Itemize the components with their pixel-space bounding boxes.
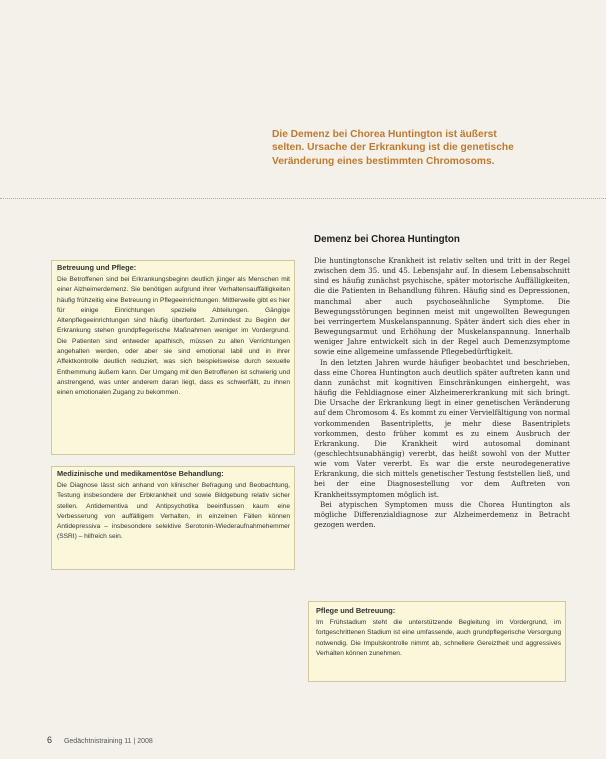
page-number: 6 bbox=[47, 735, 53, 745]
care-box-text: Die Betroffenen sind bei Erkrankungsbeginn deutlich jünger als Menschen mit einer Alzheimerdemenz. Sie benötigen aufgrund ihrer Verhaltensauffälligkeiten häufig frühzeitig eine Betreuung in Pflegeeinrichtungen. Mittlerweile gibt es hier für einige Einrichtungen spezielle Abteilungen. Gängige Altenpflegeeinrichtungen sind häufig überfordert. Zumindest zu Beginn der Erkrankung stehen grundpflegerische Maßnahmen weniger im Vordergrund. Die Patienten sind entweder apathisch, müssen zu allen Verrichtungen angehalten werden, oder aber sie sind emotional labil und in ihrer Affektkontrolle deutlich reduziert, was sich beispielsweise durch sexuelle Enthemmung äußern kann. Der Umgang mit den Betroffenen ist schwierig und anstrengend, was unter anderem daran liegt, dass es schwerfällt, zu ihnen einen emotionalen Zugang zu bekommen. bbox=[57, 276, 290, 397]
intro-line: Die Demenz bei Chorea Huntington ist äußerst bbox=[272, 129, 497, 140]
article-title: Demenz bei Chorea Huntington bbox=[314, 234, 460, 245]
care-box-heading: Betreuung und Pflege: bbox=[57, 263, 137, 272]
intro-highlight bbox=[272, 128, 572, 168]
intro-line: selten. Ursache der Erkrankung ist die genetische bbox=[272, 142, 514, 154]
care-box-2-text: Im Frühstadium steht die unterstützende Begleitung im Vordergrund, im fortgeschrittenen Stadium ist eine umfassende, auch grundpflegerische Versorgung notwendig. Die Impulskontrolle nimmt ab, schnellere Gereiztheit und aggressives Verhalten können zunehmen. bbox=[316, 619, 561, 657]
care-box bbox=[51, 260, 295, 455]
page-footer bbox=[47, 735, 153, 745]
medical-box bbox=[51, 466, 295, 570]
divider-top bbox=[0, 198, 606, 199]
article-paragraph: Bei atypischen Symptomen muss die Chorea Huntington als mögliche Differenzialdiagnose zur Alzheimerdemenz in Betracht gezogen werden. bbox=[314, 499, 570, 530]
intro-line: Veränderung eines bestimmten Chromosoms. bbox=[272, 155, 495, 167]
medical-box-heading: Medizinische und medikamentöse Behandlung: bbox=[57, 469, 224, 478]
article-paragraph: Die huntingtonsche Krankheit ist relativ selten und tritt in der Regel zwischen dem 35. und 45. Lebensjahr auf. In diesem Lebensabschnitt sind es häufig zunächst psychische, später motorische Auffälligkeiten, die die Patienten in Behandlung führen. Häufig sind es Depressionen, manchmal aber auch psychoseähnliche Symptome. Die Bewegungsstörungen beginnen meist mit ungewollten Bewegungen bei verringertem Muskelanspannung. Später ändert sich dies eher in Bewegungsarmut und Erhöhung der Muskelanspannung. Innerhalb weniger Jahre entwickelt sich in der Regel auch Demenzsymptome sowie eine allgemeine umfassende Pflegebedürftigkeit. bbox=[314, 256, 570, 357]
care-box-2 bbox=[308, 601, 566, 682]
publication-title: Gedächtnistraining 11 | 2008 bbox=[63, 738, 153, 745]
care-box-2-heading: Pflege und Betreuung: bbox=[316, 606, 396, 615]
medical-box-text: Die Diagnose lässt sich anhand von klinischer Befragung und Beobachtung, Testung insbesondere der Erbkrankheit und sowie Bildgebung relativ sicher stellen. Antidementiva und Antipsychotika beeinflussen kaum eine Verbesserung von auffälligem Verhalten, in einzelnen Fällen können Antidepressiva – insbesondere selektive Serotonin-Wiederaufnahmehemmer (SSRI) – hilfreich sein. bbox=[57, 482, 290, 541]
article bbox=[314, 234, 570, 530]
article-paragraph: In den letzten Jahren wurde häufiger beobachtet und beschrieben, dass eine Chorea Huntington auch deutlich später auftreten kann und dann zunächst mit kognitiven Einschränkungen einhergeht, was häufig die Fehldiagnose einer Alzheimererkrankung mit sich bringt. Die Ursache der Erkrankung liegt in einer genetischen Veränderung auf dem Chromosom 4. Es kommt zu einer Vervielfältigung von normal vorkommenden Basentripletts, je mehr diese Basentriplets vorkommen, desto früher kommt es zu einem Ausbruch der Erkrankung. Die Krankheit wird autosomal dominant (geschlechtsunabhängig) vererbt, das heißt sowohl von der Mutter wie vom Vater vererbt. Es war die erste neurodegenerative Erkrankung, die sich mittels genetischer Testung feststellen ließ, und bei der eine Diagnosestellung vor dem Auftreten von Krankheitssymptomen möglich ist. bbox=[314, 357, 570, 499]
